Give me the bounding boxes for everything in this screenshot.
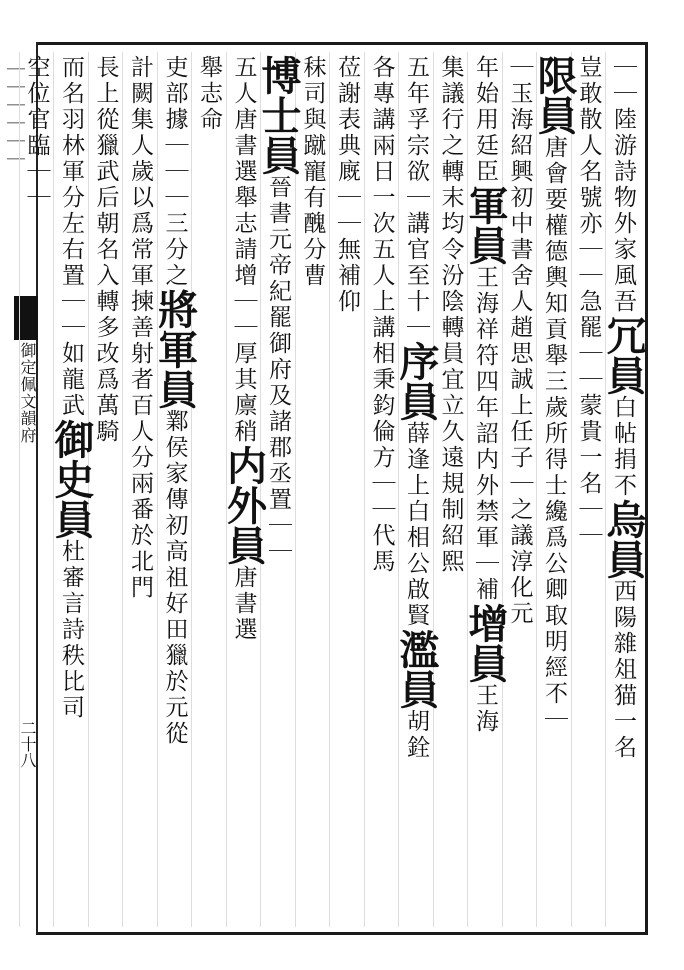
entry-text: 胡銓 (403, 709, 429, 761)
column-rule (226, 52, 227, 927)
entry-text: 王海祥符四年詔内外禁軍｜補 (472, 265, 498, 603)
text-column (89, 55, 123, 445)
entry-text: 急罷｜｜ (575, 289, 602, 393)
text-column (462, 55, 509, 735)
entry-heading: 御史員 (48, 419, 95, 539)
text-column (48, 55, 95, 721)
entry-heading: 序員 (393, 341, 440, 421)
text-column (220, 55, 268, 643)
entry-text: 吏部據｜｜｜三分之 (161, 55, 188, 289)
entry-heading: 限員 (531, 55, 578, 135)
entry-text: 長上從獵武后朝名入轉多改爲萬騎 (92, 55, 119, 445)
entry-text: 莅謝表典廐｜｜無補仰 (334, 55, 360, 315)
text-column (192, 55, 226, 133)
entry-heading: 將軍員 (151, 289, 199, 409)
text-column (600, 55, 647, 761)
entry-text: 轉末均令汾陰轉員宜立久遠規制 (437, 159, 464, 523)
right-frame-rule (645, 42, 648, 935)
entry-heading: 博士員 (255, 55, 302, 175)
entry-text: 五年孚宗欲｜講官至十｜ (403, 55, 429, 341)
entry-text: 豈敢散人名號亦｜｜ (575, 55, 602, 289)
entry-text: 唐會要權德輿知貢舉三歲所得士纔爲公卿取明經不｜ (541, 135, 567, 733)
entry-text: 軍揀善射者百人分兩番於北門 (127, 263, 153, 601)
entry-text: 紹熙 (437, 523, 464, 575)
entry-text: 杜審言詩秩比司 (58, 539, 84, 721)
column-rule (19, 52, 20, 927)
entry-text: 計闕集人歲以爲常 (127, 55, 153, 263)
entry-text: 舉志命 (196, 55, 222, 133)
entry-text: 王海 (472, 683, 498, 735)
text-column (434, 55, 468, 575)
entry-heading: 内外員 (220, 445, 268, 565)
text-column (123, 55, 157, 601)
text-column (20, 55, 54, 211)
entry-text: 鄴侯家傳初高祖好田獵於元從 (161, 409, 188, 747)
text-column (365, 55, 399, 575)
entry-text: ｜｜陸游詩物外家風吾 (610, 55, 636, 315)
entry-heading: 烏員 (600, 499, 647, 579)
entry-text: 五人唐書選舉志請增｜｜厚其廪稍 (230, 55, 257, 445)
text-column (393, 55, 440, 761)
entry-heading: 軍員 (462, 185, 509, 265)
entry-text: 各專講兩日一次五人上講 (368, 55, 395, 341)
text-column (330, 55, 364, 315)
entry-text: 而名羽林軍分左右置｜｜如龍武 (58, 55, 84, 419)
entry-heading: 濫員 (393, 629, 440, 709)
margin-book-title: 御定佩文韻府 (18, 342, 37, 444)
bottom-frame-rule (36, 932, 646, 935)
entry-text: 空位官臨｜｜ (23, 55, 50, 211)
entry-text: 晉書元帝紀罷御府及諸郡丞置｜｜ (265, 175, 291, 565)
entry-heading: 增員 (462, 603, 509, 683)
text-column (531, 55, 578, 733)
margin-page-number: 二十八 (18, 720, 37, 768)
text-column (503, 55, 537, 627)
entry-text: 秣司與蹴寵有醜分曹 (299, 55, 326, 289)
entry-heading: 冗員 (600, 315, 647, 395)
entry-text: ｜玉海紹興初中書舍人趙思誠上任子｜之議淳化元 (506, 55, 533, 627)
margin-marks: ｜｜｜｜｜｜ (4, 60, 25, 168)
entry-text: 年始用廷臣 (472, 55, 498, 185)
entry-text: 薛逢上白相公啟賢 (403, 421, 429, 629)
entry-text: 白帖捐不 (610, 395, 636, 499)
text-column (151, 55, 199, 747)
entry-text: 代馬 (368, 523, 395, 575)
entry-text: 唐書選 (230, 565, 257, 643)
entry-text: 相秉鈞倫方｜｜ (368, 341, 395, 523)
top-frame-rule (36, 42, 646, 45)
entry-text: 西陽雜俎猫一名 (610, 579, 636, 761)
entry-text: 集議行之 (437, 55, 464, 159)
entry-text: 蒙貴一名｜｜ (575, 393, 602, 549)
